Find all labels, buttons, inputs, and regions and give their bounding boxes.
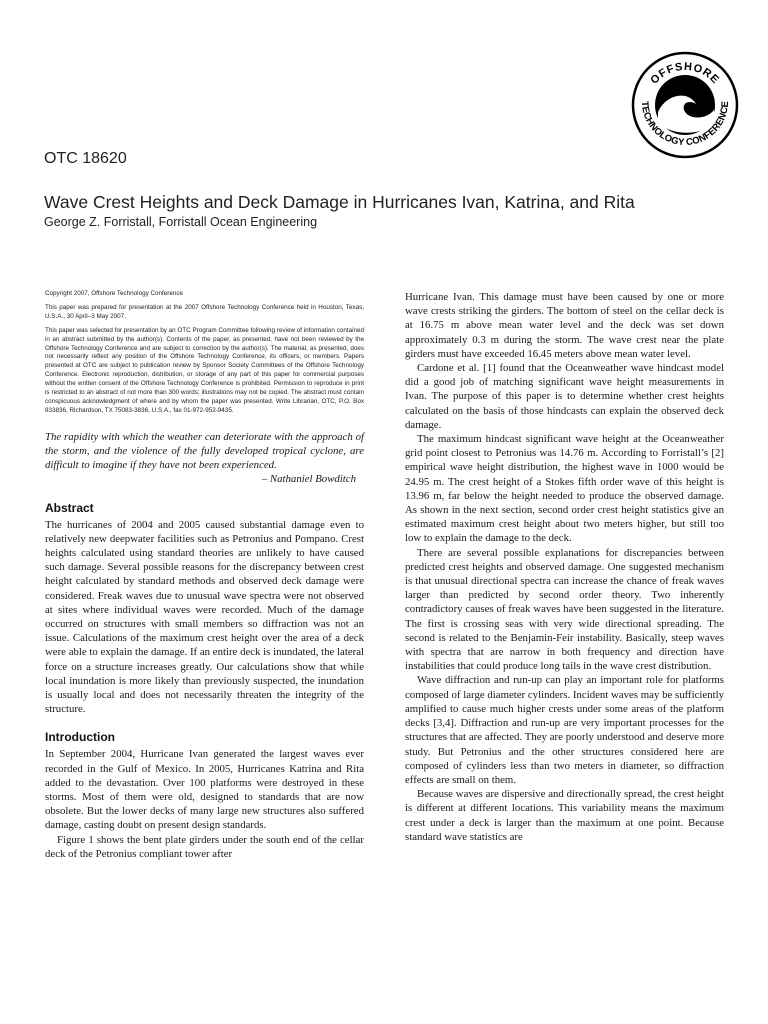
right-column bbox=[405, 290, 724, 844]
paper-id: OTC 18620 bbox=[44, 150, 127, 167]
copyright-notice: This paper was selected for presentation by an OTC Program Committee following review of information contained in an abstract submitted by the author(s). Contents of the paper, as presented, have not been reviewed by the Offshore Technology Conference and are subject to correction by the author(s). The material, as presented, does not necessarily reflect any position of the Offshore Technology Conference, its officers, or members. Papers presented at OTC are subject to publication review by Sponsor Society Committees of the Offshore Technology Conference. Electronic reproduction, distribution, or storage of any part of this paper for commercial purposes without the written consent of the Offshore Technology Conference is prohibited. Permission to reproduce in print is restricted to an abstract of not more than 300 words; illustrations may not be copied. The abstract must contain conspicuous acknowledgment of where and by whom the paper was presented. Write Librarian, OTC, P.O. Box 833836, Richardson, TX 75083-3836, U.S.A., fax 01-972-952-9435. bbox=[45, 326, 364, 414]
otc-logo bbox=[630, 50, 740, 160]
paper-title: Wave Crest Heights and Deck Damage in Hurricanes Ivan, Katrina, and Rita bbox=[44, 192, 635, 212]
logo-top-text: OFFSHORE bbox=[648, 60, 722, 87]
left-column bbox=[45, 290, 364, 861]
intro-paragraph-3: Cardone et al. [1] found that the Oceanweather wave hindcast model did a good job of matching significant wave height measurements in Ivan. The purpose of this paper is to determine whether crest heights calculated on the basis of those hindcasts can explain the observed deck damage. bbox=[405, 362, 724, 431]
paper-author: George Z. Forristall, Forristall Ocean Engineering bbox=[44, 215, 318, 229]
presentation-note: This paper was prepared for presentation at the 2007 Offshore Technology Conference held in Houston, Texas, U.S.A., 30 April–3 May 2007. bbox=[45, 303, 364, 320]
logo-bottom-text: TECHNOLOGY CONFERENCE bbox=[638, 100, 732, 149]
abstract-text: The hurricanes of 2004 and 2005 caused substantial damage even to relatively new deepwater facilities such as Petronius and Pompano. Crest heights calculated using standard theories are unlikely to have caused such damage. Several possible reasons for the discrepancy between crest height calculated by standard methods and observed deck damage were considered. Freak waves due to unusual wave spectra were not observed at sites where individual waves were recorded. Much of the damage occurred on structures with small members so diffraction was not an issue. Calculations of the maximum crest height over the area of a deck were able to explain the damage. If an entire deck is inundated, the lateral force on a structure increases greatly. Our calculations show that while local inundation is more likely than previously suspected, the inundation is usually local and does not necessarily threaten the integrity of the structure. bbox=[45, 518, 364, 716]
intro-paragraph-7: Because waves are dispersive and directionally spread, the crest height is different at different locations. This variability means the maximum crest under a deck is larger than the maximum at one point. Because standard wave statistics are bbox=[405, 788, 724, 843]
intro-paragraph-2: Figure 1 shows the bent plate girders under the south end of the cellar deck of the Petronius compliant tower after bbox=[45, 833, 364, 860]
introduction-heading: Introduction bbox=[45, 730, 115, 745]
intro-paragraph-6: Wave diffraction and run-up can play an important role for platforms composed of large diameter cylinders. Incident waves may be sufficiently amplified to cause much higher crests under some areas of the platform decks [3,4]. Diffraction and run-up are very important processes for the structures that are affected. They are poorly understood and deserve more study. But Petronius and the other structures considered here are composed of cylinders less than two meters in diameter, so diffraction effects are small on them. bbox=[405, 674, 724, 786]
intro-paragraph-4: The maximum hindcast significant wave height at the Oceanweather grid point closest to Petronius was 14.76 m. According to Forristall’s [2] empirical wave height distribution, the highest wave in 1000 would be 24.95 m. The crest height of a Stokes fifth order wave of this height is 13.96 m, far below the height needed to produce the observed damage. As shown in the next section, second order crest height statistics give an estimated maximum crest height about two meters higher, but still too low to explain the damage to the deck. bbox=[405, 433, 724, 545]
copyright-line: Copyright 2007, Offshore Technology Conference bbox=[45, 290, 184, 297]
epigraph-quote: The rapidity with which the weather can deteriorate with the approach of the storm, and the violence of the fully developed tropical cyclone, are difficult to imagine if they have not been experienced. bbox=[45, 430, 364, 472]
intro-paragraph-1: In September 2004, Hurricane Ivan generated the largest waves ever recorded in the Gulf of Mexico. In 2005, Hurricanes Katrina and Rita added to the devastation. Over 100 platforms were destroyed in these storms. Most of them were old, designed to standards that are now obsolete. But the lower decks of many large new structures also suffered damage, casting doubt on present design standards. bbox=[45, 748, 364, 832]
intro-paragraph-2-continued: Hurricane Ivan. This damage must have been caused by one or more wave crests striking the girders. The bottom of steel on the cellar deck is at 16.75 m above mean water level and the deck was set down approximately 0.3 m during the storm. The wave crest near the plate girders must have exceeded 16.45 meters above mean water level. bbox=[405, 291, 724, 360]
intro-paragraph-5: There are several possible explanations for discrepancies between predicted crest heights and observed damage. One suggested mechanism is that unusual directional spectra can increase the chance of freak waves larger than predicted by second order theory. Two inherently contradictory causes of freak waves have been suggested in the literature. The first is crossing seas with very wide directional spreading. The second is related to the Benjamin-Feir instability. Basically, steep waves with spectra that are narrow in both frequency and direction have instabilities that could produce long tails in the wave crest distribution. bbox=[405, 546, 724, 673]
epigraph-attribution: – Nathaniel Bowditch bbox=[261, 473, 356, 486]
abstract-heading: Abstract bbox=[45, 500, 94, 515]
